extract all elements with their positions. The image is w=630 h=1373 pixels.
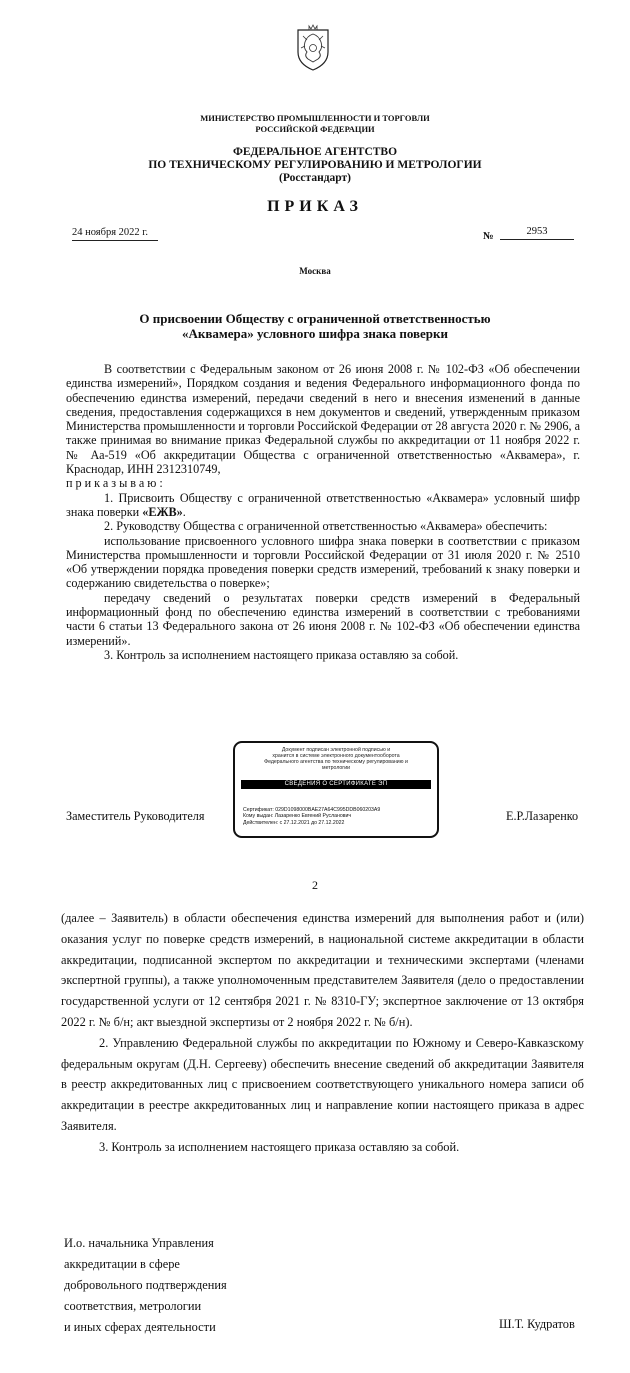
certificate-details: [243, 807, 380, 826]
certificate-label: Сертификат:: [243, 807, 274, 813]
owner-label: Кому выдан:: [243, 813, 274, 820]
agency-line-2: ПО ТЕХНИЧЕСКОМУ РЕГУЛИРОВАНИЮ И МЕТРОЛОГИИ: [148, 159, 482, 171]
intro-paragraph: В соответствии с Федеральным законом от 26 июня 2008 г. № 102-ФЗ «Об обеспечении единства измерений», Порядком создания и ведения Федерального информационного фонда по обеспечению единства измерений, передачи сведений в него и внесения изменений в данные сведения, предоставления содержащихся в нем документов и сведений, утвержденным приказом Министерства промышленности и торговли Российской Федерации от 28 августа 2020 г. № 2906, а также принимая во внимание приказ Федеральной службы по аккредитации от 11 ноября 2022 г. № Аа-519 «Об аккредитации Общества с ограниченной ответственностью «Аквамера», г. Краснодар, ИНН 2312310749,: [66, 362, 580, 477]
ministry-line-2: РОССИЙСКОЙ ФЕДЕРАЦИИ: [255, 124, 375, 134]
page-2-paragraph-3: 3. Контроль за исполнением настоящего приказа оставляю за собой.: [99, 1139, 460, 1154]
page-2-body: [61, 908, 584, 1158]
item-2: 2. Руководству Общества с ограниченной ответственностью «Аквамера» обеспечить:: [104, 519, 548, 534]
item-1-text: 1. Присвоить Обществу с ограниченной ответственностью «Аквамера» условный шифр знака поверки: [66, 490, 580, 519]
page-2-signer-line-1: И.о. начальника Управления: [64, 1236, 214, 1250]
item-1: [66, 491, 580, 520]
validity-value: с 27.12.2021 до 27.12.2022: [279, 819, 345, 826]
agency-line-3: (Росстандарт): [279, 172, 351, 184]
order-date: 24 ноября 2022 г.: [72, 227, 158, 241]
page-2-paragraph-1: (далее – Заявитель) в области обеспечения единства измерений для выполнения работ и (или) оказания услуг по поверке средств измерений, в национальной системе аккредитации в области аккредитации, подписанной экспертом по аккредитации и техническими экспертами (членами экспертной группы), а также уполномоченным представителем Заявителя (дело о предоставлении государственной услуги от 12 сентября 2021 г. № 8310-ГУ; экспертное заключение от 13 октября 2022 г. № б/н; акт выездной экспертизы от 2 ноября 2022 г. № б/н).: [61, 911, 584, 1029]
validity-label: Действителен:: [243, 819, 279, 826]
page-2-signer-line-4: соответствия, метрологии: [64, 1299, 202, 1313]
electronic-signature-stamp: [233, 741, 439, 838]
item-2b: передачу сведений о результатах поверки средств измерений в Федеральный информационный фонд по обеспечению единства измерений в соответствии с требованиями части 6 статьи 13 Федерального закона от 26 июня 2008 г. № 102-ФЗ «Об обеспечении единства измерений».: [66, 590, 580, 648]
page-2-signer-name: Ш.Т. Кудратов: [499, 1317, 575, 1331]
order-number: 2953: [500, 226, 574, 240]
subject-line-1: О присвоении Обществу с ограниченной ответственностью: [139, 311, 491, 326]
order-subject: [0, 311, 630, 341]
subject-line-2: «Аквамера» условного шифра знака поверки: [181, 326, 449, 341]
order-word-text: приказываю:: [66, 476, 166, 491]
item-1-end: .: [182, 504, 186, 519]
page-2-signer-line-5: и иных сферах деятельности: [64, 1320, 216, 1334]
validity-row: [243, 820, 380, 826]
ministry-name: [0, 113, 630, 135]
owner-value: Лазаренко Евгений Русланович: [274, 813, 352, 820]
order-word: [66, 476, 580, 490]
signer-name: Е.Р.Лазаренко: [506, 809, 579, 823]
coat-of-arms-emblem-icon: [293, 22, 333, 72]
item-1-code: «ЕЖВ»: [142, 504, 183, 519]
certificate-value: 029D1098000BAE27A64C995DDB060203A9: [275, 807, 381, 813]
number-sign: №: [483, 231, 494, 242]
page-number: 2: [312, 878, 318, 892]
item-2a: использование присвоенного условного шифра знака поверки в соответствии с приказом Министерства промышленности и торговли Российской Федерации от 31 июля 2020 г. № 2510 «Об утверждении порядка проведения поверки средств измерений, требований к знаку поверки и содержанию свидетельства о поверке»;: [66, 533, 580, 591]
stamp-line-2: хранится в системе электронного документооборота: [272, 753, 400, 759]
stamp-line-4: метрологии: [322, 765, 350, 771]
page-2-paragraph-2: 2. Управлению Федеральной службы по аккредитации по Южному и Северо-Кавказскому федеральным округам (Д.Н. Сергееву) обеспечить внесение сведений об аккредитации Заявителя в реестр аккредитованных лиц с присвоением соответствующего уникального номера записи об аккредитации в реестре аккредитованных лиц и направление копии настоящего приказа в адрес Заявителя.: [61, 1035, 584, 1133]
stamp-header: СВЕДЕНИЯ О СЕРТИФИКАТЕ ЭП: [241, 780, 431, 789]
agency-line-1: ФЕДЕРАЛЬНОЕ АГЕНТСТВО: [232, 146, 398, 158]
stamp-line-3: Федерального агентства по техническому регулированию и: [264, 759, 408, 765]
page-2-signer-title: [64, 1233, 227, 1338]
page-2-signer-line-2: аккредитации в сфере: [64, 1257, 180, 1271]
ministry-line-1: МИНИСТЕРСТВО ПРОМЫШЛЕННОСТИ И ТОРГОВЛИ: [200, 113, 430, 123]
signer-title: Заместитель Руководителя: [66, 809, 205, 823]
page-2-signer-line-3: добровольного подтверждения: [64, 1278, 227, 1292]
stamp-line-1: Документ подписан электронной подписью и: [281, 747, 391, 753]
item-3: 3. Контроль за исполнением настоящего приказа оставляю за собой.: [104, 647, 459, 662]
order-body: [66, 362, 580, 662]
agency-name: [0, 146, 630, 185]
document-type-title: ПРИКАЗ: [267, 198, 363, 215]
city: Москва: [299, 266, 331, 276]
